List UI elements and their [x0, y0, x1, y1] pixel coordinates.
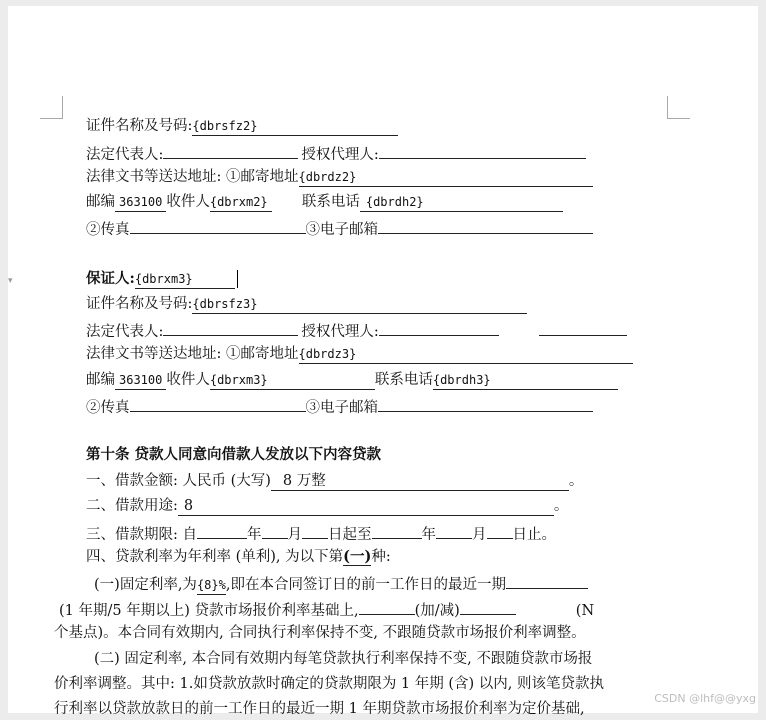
lpr-period-field[interactable] — [506, 571, 588, 589]
s2-legal-rep-field[interactable] — [163, 318, 298, 336]
term-end-month[interactable] — [436, 521, 472, 539]
lpr-line: (1 年期/5 年期以上) 贷款市场报价利率基础上, (加/减) (N — [59, 597, 594, 619]
s2-cert-line: 证件名称及号码:{dbrsfz3} — [86, 293, 527, 315]
watermark-text: CSDN @lhf@@yxg — [654, 692, 756, 705]
basis-points-field[interactable] — [460, 597, 516, 615]
s1-cert-field[interactable]: {dbrsfz2} — [192, 118, 398, 136]
s1-recipient-field[interactable]: {dbrxm2} — [210, 194, 272, 212]
fixed-rate-line: (一)固定利率,为{8}%,即在本合同签订日的前一工作日的最近一期 — [94, 571, 588, 593]
basis-points-line: 个基点)。本合同有效期内, 合同执行利率保持不变, 不跟随贷款市场报价利率调整。 — [54, 625, 586, 641]
term-end-day[interactable] — [487, 521, 513, 539]
s1-cert-line: 证件名称及号码:{dbrsfz2} — [86, 115, 398, 137]
s1-fax-line: ②传真 ③电子邮箱 — [86, 216, 593, 238]
s1-addr-line: 法律文书等送达地址: ①邮寄地址{dbrdz2} — [86, 166, 593, 188]
loan-amount-line: 一、借款金额: 人民币 (大写) 8 万整 。 — [86, 473, 584, 489]
margin-corner-top-left — [40, 96, 63, 119]
s2-fax-field[interactable] — [130, 394, 306, 412]
fixed-rate-2-line-2: 价利率调整。其中: 1.如贷款放款时确定的贷款期限为 1 年期 (含) 以内, 则该笔贷款执 — [54, 676, 605, 692]
s2-phone-field[interactable]: {dbrdh3} — [433, 372, 618, 390]
text-cursor — [237, 270, 239, 288]
term-end-year[interactable] — [372, 521, 422, 539]
s1-agent-field[interactable] — [379, 141, 586, 159]
fixed-rate-2-line-1: (二) 固定利率, 本合同有效期内每笔贷款执行利率保持不变, 不跟随贷款市场报 — [94, 651, 593, 667]
article-10-heading: 第十条 贷款人同意向借款人发放以下内容贷款 — [86, 446, 382, 463]
loan-term-line: 三、借款期限: 自 年 月 日起至 年 月 日止。 — [86, 521, 556, 543]
s1-post-line: 邮编 363100 收件人{dbrxm2} 联系电话 {dbrdh2} — [86, 191, 563, 213]
loan-purpose-field[interactable]: 8 — [178, 498, 554, 516]
term-start-month[interactable] — [262, 521, 288, 539]
fixed-rate-2-line-3: 行利率以贷款放款日的前一工作日的最近一期 1 年期贷款市场报价利率为定价基础, — [54, 701, 585, 717]
s2-guarantor-line: 保证人:{dbrxm3} — [86, 268, 238, 290]
s2-post-line: 邮编 363100 收件人{dbrxm3} 联系电话{dbrdh3} — [86, 369, 618, 391]
s1-postcode-field[interactable]: 363100 — [115, 194, 166, 212]
s2-email-field[interactable] — [378, 394, 593, 412]
term-start-year[interactable] — [197, 521, 247, 539]
add-subtract-field[interactable] — [359, 597, 415, 615]
rate-choice-field[interactable]: (一) — [343, 548, 372, 565]
s2-guarantor-field[interactable]: {dbrxm3} — [135, 271, 235, 289]
s1-phone-field[interactable]: {dbrdh2} — [360, 194, 563, 212]
s2-addr-line: 法律文书等送达地址: ①邮寄地址{dbrdz3} — [86, 343, 633, 365]
s2-postcode-field[interactable]: 363100 — [115, 372, 166, 390]
s1-rep-line: 法定代表人: 授权代理人: — [86, 141, 586, 163]
term-start-day[interactable] — [302, 521, 328, 539]
s2-addr-field[interactable]: {dbrdz3} — [299, 346, 633, 364]
margin-corner-top-right — [667, 96, 690, 119]
s2-agent-field[interactable] — [379, 318, 499, 336]
s2-cert-field[interactable]: {dbrsfz3} — [192, 296, 527, 314]
s1-fax-field[interactable] — [130, 216, 306, 234]
s2-agent-field-extra[interactable] — [539, 318, 627, 336]
s1-legal-rep-field[interactable] — [163, 141, 298, 159]
rate-line: 四、贷款利率为年利率 (单利), 为以下第(一)种: — [86, 548, 391, 565]
loan-amount-field[interactable]: 8 万整 — [271, 473, 569, 491]
paragraph-marker-icon: ▾ — [8, 276, 13, 286]
s1-addr-field[interactable]: {dbrdz2} — [299, 169, 593, 187]
s2-fax-line: ②传真 ③电子邮箱 — [86, 394, 593, 416]
s1-email-field[interactable] — [378, 216, 593, 234]
s2-rep-line: 法定代表人: 授权代理人: — [86, 318, 627, 340]
loan-purpose-line: 二、借款用途: 8 。 — [86, 498, 569, 514]
s2-recipient-field[interactable]: {dbrxm3} — [210, 372, 375, 390]
fixed-rate-field[interactable]: {8}% — [197, 577, 226, 595]
